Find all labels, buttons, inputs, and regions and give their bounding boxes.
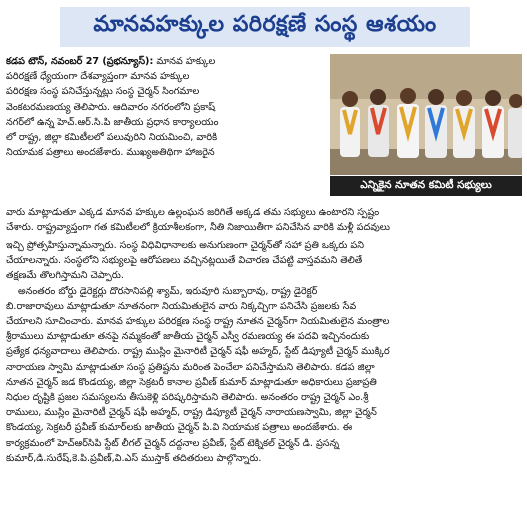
article-intro-continued — [6, 205, 521, 235]
para1-line: నియామక పత్రాలు అందజేశారు. ముఖ్యఅతిథిగా హాజరైన — [6, 147, 215, 159]
dateline: కడప టౌన్, నవంబర్ 27 (ప్రభన్యూస్): — [6, 56, 154, 67]
photo-caption: ఎన్నికైన నూతన కమిటీ సభ్యులు — [330, 176, 522, 196]
para1-line: మానవ హక్కుల — [156, 56, 216, 67]
para2-line: చేయాలని సూచించారు. మానవ హక్కుల పరిరక్షణ సంస్థ రాష్ట్ర నూతన చైర్మన్‌గా నియమితులైన మంత్రాల — [6, 316, 390, 328]
para1-line: చేశారు. రాష్ట్రవ్యాప్తంగా గత కమిటీలలో క్రియాశీలకంగా, నీతి నిజాయితీగా పనిచేసిన వారికి మళ్లీ పదవులు — [6, 222, 390, 234]
para1-line: పరిరక్షణ సంస్థ పనిచేస్తున్నట్లు సంస్థ చైర్మన్ సింగమాల — [6, 86, 200, 98]
para1-line: ఇచ్చి ప్రోత్సహిస్తున్నామన్నారు. సంస్థ విధివిధానాలకు అనుగుణంగా చైర్మన్‌తో సహా ప్రతి ఒక్కరు పని — [6, 240, 364, 251]
para1-line: పరిరక్షణే ధ్యేయంగా దేశవ్యాప్తంగా మానవ హక్కుల — [6, 71, 190, 83]
para1-line: వెంకటరమణయ్య తెలిపారు. ఆదివారం నగరంలోని ప్రకాష్ — [6, 101, 216, 113]
para2-line: ప్రత్యేక ధన్యవాదాలు తెలిపారు. రాష్ట్ర ముస్లిం మైనారిటీ చైర్మన్ షఫీ అహ్మద్, స్టేట్ డిప్యూటీ చైర్మన్ ముక్కిర — [6, 346, 390, 358]
para1-line: నగర్‌లో ఉన్న హెచ్.ఆర్.సి.పి జాతీయ ప్రధాన కార్యాలయం — [6, 116, 219, 128]
news-photo — [330, 54, 522, 175]
article-body — [6, 238, 521, 526]
para2-line: రాములు, ముస్లిం మైనారిటీ చైర్మన్ షఫీ అహ్మద్, రాష్ట్ర డిప్యూటీ చైర్మన్ నారాయణస్వామి, జిల్లా చైర్మన్ — [6, 407, 377, 419]
para2-line: నూతన చైర్మన్ జడ కొండయ్య, జిల్లా సెక్రటరీ కానాల ప్రవీణ్ కుమార్ మాట్లాడుతూ అధికారులు ప్రజాప్రతి — [6, 376, 377, 388]
para2-line: కొండయ్య, సెక్రటరీ ప్రవీణ్ కుమార్‌లకు జాతీయ చైర్మన్ పి.వి నియామక పత్రాలు అందజేశారు. ఈ — [6, 422, 353, 434]
para2-line: కార్యక్రమంలో హెచ్ఆర్‌సిపి స్టేట్ లీగల్ చైర్మన్ దద్దనాల ప్రవీణ్, స్టేట్ టెక్నికల్ చైర్మన్ డి. ప్రసన్న — [6, 437, 340, 449]
para1-line: లో రాష్ట్ర, జిల్లా కమిటీలలో పలువురిని నియమించి, వారికి — [6, 132, 218, 144]
para2-line: కుమార్,డి.సురేష్,కె.పి.ప్రవీణ్,వి.ఎస్ ముస్తాక్ తదితరులు పాల్గొన్నారు. — [6, 452, 262, 464]
para2-line: శ్రీరాములు మాట్లాడుతూ తనపై నమ్మకంతో జాతీయ చైర్మన్ ఎస్వీ రమణయ్య ఈ పదవి ఇచ్చినందుకు — [6, 331, 370, 343]
para2-line: నిధుల దృష్టికి ప్రజల సమస్యలను తీసుకెళ్లి పరిష్కరిస్తామని తెలిపారు. అనంతరం రాష్ట్ర చైర్మన్ ఎం.శ్రీ — [6, 392, 369, 404]
para2-line: నారాయణ స్వామి మాట్లాడుతూ సంస్థ ప్రతిష్టను మరింత పెంచేలా పనిచేస్తామని తెలిపారు. కడప జిల్లా — [6, 361, 375, 373]
para2-line: అనంతరం బోర్డు డైరెక్టర్లు దొరసానిపల్లి శ్యామ్, ఇరువూరి సుబ్బారావు, రాష్ట్ర డైరెక్టర్ — [18, 285, 318, 297]
para1-line: వారు మాట్లాడుతూ ఎక్కడ మానవ హక్కుల ఉల్లంఘన జరిగితే అక్కడ తమ సభ్యులు ఉంటారని స్పష్టం — [6, 207, 380, 218]
headline: మానవహక్కుల పరిరక్షణే సంస్థ ఆశయం — [93, 12, 437, 37]
para2-line: బి.రాజారావులు మాట్లాడుతూ నూతనంగా నియమితులైన వారు నిక్కచ్చిగా పనిచేసి ప్రజలకు సేవ — [6, 300, 357, 312]
para1-line: చేయాలన్నారు. సంస్థలోని సభ్యులపై ఆరోపణలు వచ్చినట్లయితే విచారణ చేపట్టి వాస్తవమని తెలితే — [6, 255, 363, 267]
headline-banner — [60, 7, 470, 47]
group-photo-image — [330, 54, 522, 175]
para1-line: తక్షణమే తొలగిస్తామని చెప్పారు. — [6, 270, 124, 282]
